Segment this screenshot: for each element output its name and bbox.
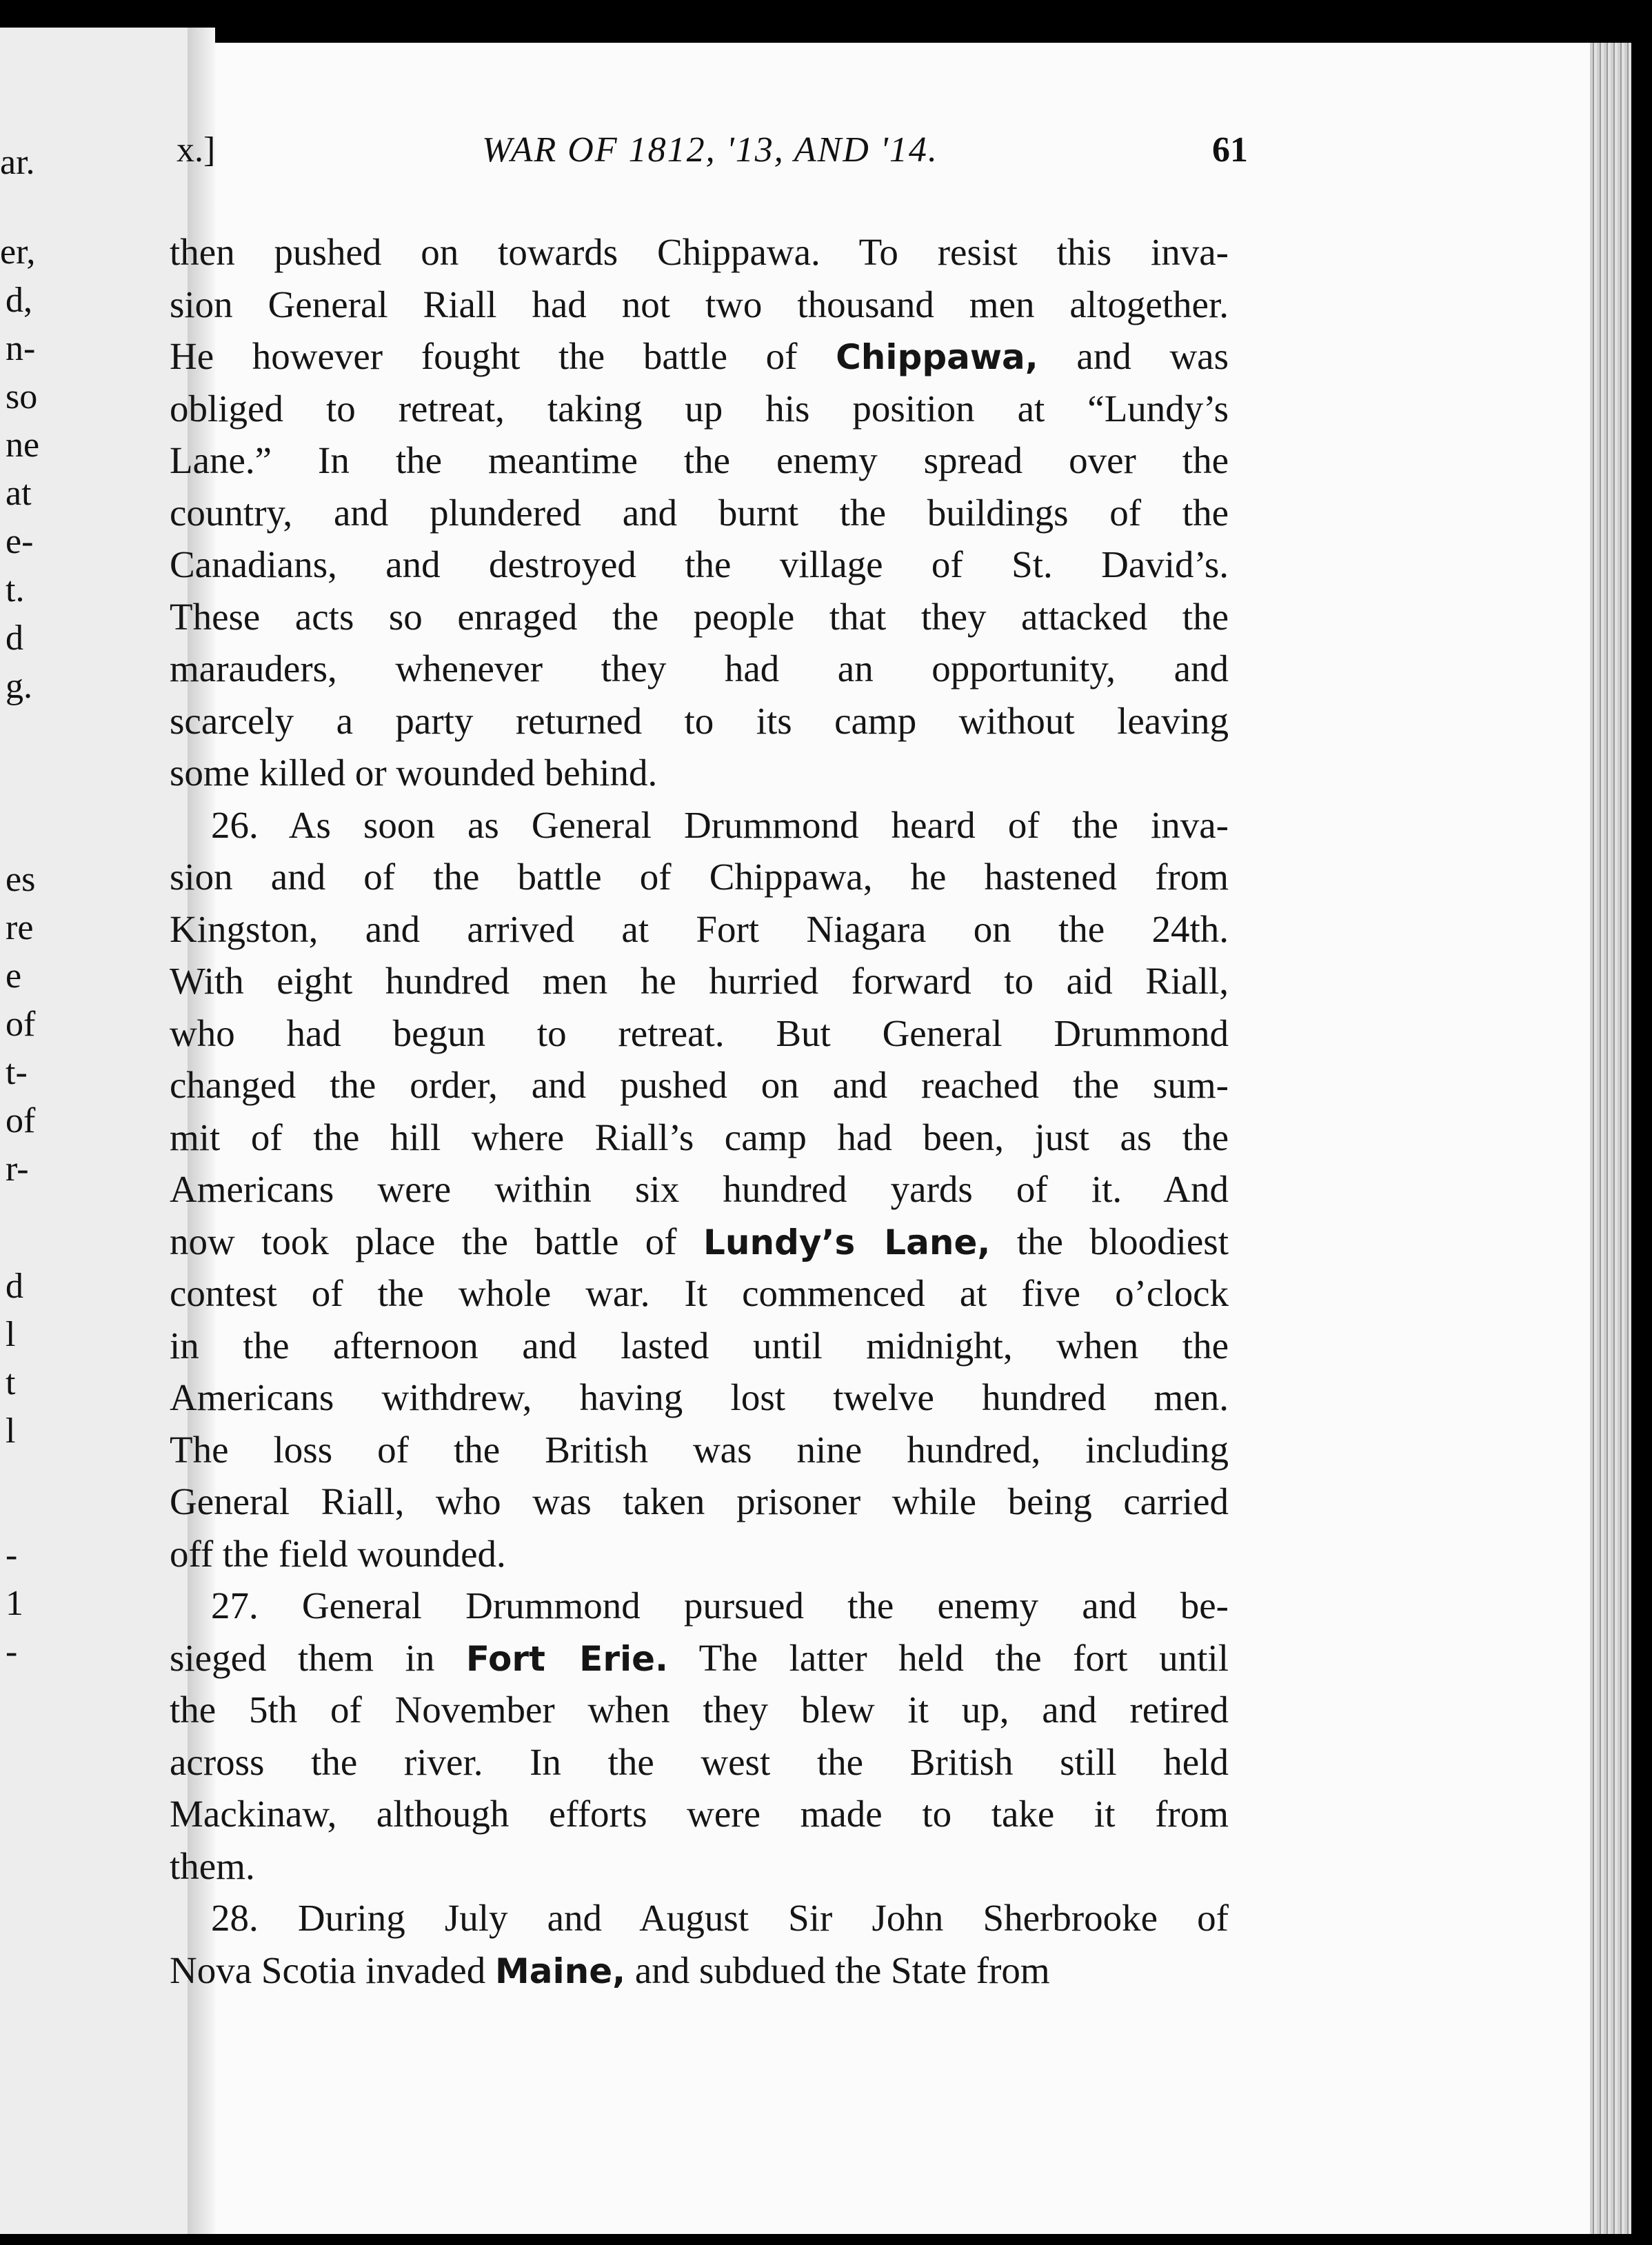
text-line: General Riall, who was taken prisoner while being carried [170,1480,1229,1522]
left-page-fragment: e [6,956,22,996]
left-page-fragment: er, [0,232,36,272]
text-line: 27. General Drummond pursued the enemy and be- [211,1584,1229,1627]
text-line: sion General Riall had not two thousand men altogether. [170,283,1229,325]
left-page-fragment: at [6,474,32,513]
bold-place-name: Fort Erie. [465,1638,669,1679]
left-page-fragment: t. [6,570,25,610]
left-page-fragment: ar. [0,143,35,182]
running-title: WAR OF 1812, '13, AND '14. [482,130,938,170]
text-line: Kingston, and arrived at Fort Niagara on the 24th. [170,907,1229,950]
scan-top-border [0,0,1652,43]
text-line: 26. As soon as General Drummond heard of the inva- [211,803,1229,846]
text-line: country, and plundered and burnt the buildings of the [170,491,1229,534]
text-line: mit of the hill where Riall’s camp had been, just as the [170,1116,1229,1158]
left-page-fragment: es [6,860,36,899]
chapter-marker: x.] [177,130,216,170]
text-line: marauders, whenever they had an opportunity, and [170,647,1229,689]
left-page-fragment: d [6,618,23,658]
left-page-fragment: d [6,1267,23,1306]
text-line: The loss of the British was nine hundred, including [170,1428,1229,1471]
text-line: Nova Scotia invaded Maine, and subdued the State from [170,1949,1050,1991]
bold-place-name: Maine, [494,1951,626,1991]
text-line: the 5th of November when they blew it up, and retired [170,1689,1229,1731]
text-line: Americans withdrew, having lost twelve hundred men. [170,1376,1229,1418]
text-line: Lane.” In the meantime the enemy spread over the [170,439,1229,481]
text-line: some killed or wounded behind. [170,752,658,794]
left-page-fragment: of [6,1101,36,1140]
page-edges [1590,43,1631,2235]
text-line: then pushed on towards Chippawa. To resist this inva- [170,231,1229,273]
left-page-fragment: n- [6,329,36,368]
text-line: sieged them in Fort Erie. The latter held the fort until [170,1636,1229,1679]
left-page-fragment: t- [6,1053,28,1092]
left-page-fragment: r- [6,1149,29,1189]
left-page-fragment: of [6,1005,36,1044]
text-line: contest of the whole war. It commenced at five o’clock [170,1272,1229,1314]
bold-place-name: Lundy’s Lane, [703,1222,991,1262]
scan-bottom-border [0,2234,1652,2245]
text-line: now took place the battle of Lundy’s Lane, the bloodiest [170,1220,1229,1262]
text-line: changed the order, and pushed on and reached the sum- [170,1064,1229,1106]
text-line: obliged to retreat, taking up his position at “Lundy’s [170,387,1229,430]
text-line: scarcely a party returned to its camp without leaving [170,699,1229,742]
text-line: in the afternoon and lasted until midnight, when the [170,1324,1229,1367]
left-page-fragment: ne [6,425,40,465]
page-number: 61 [1212,130,1248,170]
text-line: sion and of the battle of Chippawa, he hastened from [170,856,1229,898]
text-line: off the field wounded. [170,1532,506,1575]
body-text [170,226,1229,1996]
text-line: With eight hundred men he hurried forward to aid Riall, [170,960,1229,1002]
left-page-fragment: - [6,1632,18,1671]
text-line: 28. During July and August Sir John Sherbrooke of [211,1897,1229,1939]
text-line: who had begun to retreat. But General Drummond [170,1011,1229,1054]
left-page-fragment: g. [6,667,32,706]
left-page-fragment: l [6,1411,16,1451]
text-line: He however fought the battle of Chippawa, and was [170,335,1229,377]
text-line: Canadians, and destroyed the village of St. David’s. [170,543,1229,585]
text-line: them. [170,1844,255,1887]
scan-right-border [1631,0,1652,2245]
left-page-fragment: e- [6,522,34,561]
left-page-fragment: - [6,1536,18,1575]
left-page-edge [0,28,188,2234]
left-page-fragment: re [6,908,34,947]
text-line: across the river. In the west the British still held [170,1740,1229,1783]
text-line: Americans were within six hundred yards of it. And [170,1168,1229,1210]
text-line: These acts so enraged the people that they attacked the [170,595,1229,638]
left-page-fragment: t [6,1363,16,1402]
left-page-fragment: l [6,1315,16,1354]
left-page-fragment: so [6,377,38,416]
bold-place-name: Chippawa, [836,337,1038,377]
left-page-fragment: 1 [6,1584,23,1623]
left-page-fragment: d, [6,281,32,320]
text-line: Mackinaw, although efforts were made to take it from [170,1793,1229,1835]
